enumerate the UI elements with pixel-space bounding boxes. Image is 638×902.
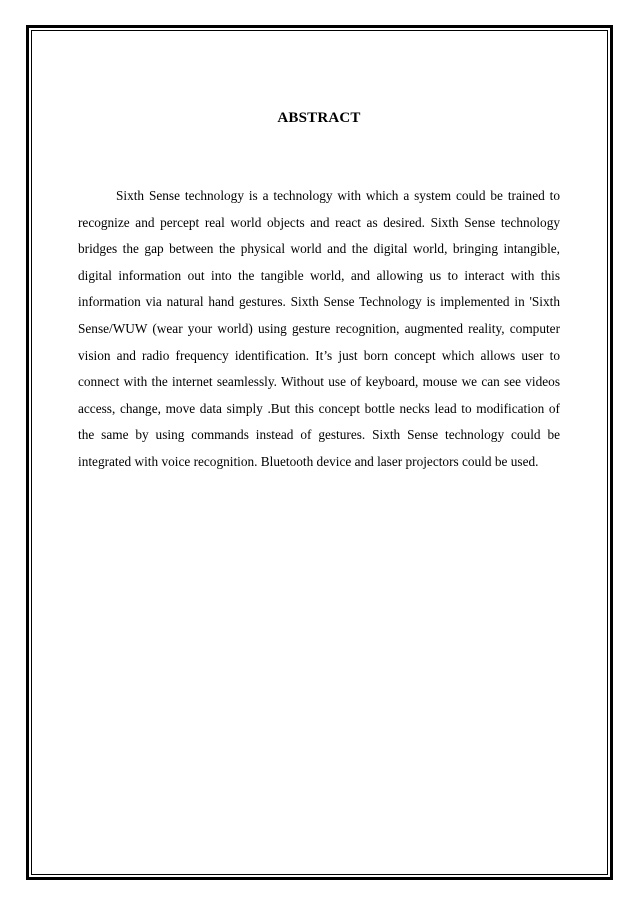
abstract-paragraph: Sixth Sense technology is a technology with which a system could be trained to recognize and percept real world objects and react as desired. Sixth Sense technology bridges the gap between the physical world and the digital world, bringing intangible, digital information out into the tangible world, and allowing us to interact with this information via natural hand gestures. Sixth Sense Technology is implemented in 'Sixth Sense/WUW (wear your world) using gesture recognition, augmented reality, computer vision and radio frequency identification. It’s just born concept which allows user to connect with the internet seamlessly. Without use of keyboard, mouse we can see videos access, change, move data simply .But this concept bottle necks lead to modification of the same by using commands instead of gestures. Sixth Sense technology could be integrated with voice recognition. Bluetooth device and laser projectors could be used. xyxy=(78,188,560,469)
page-title: ABSTRACT xyxy=(277,110,361,126)
